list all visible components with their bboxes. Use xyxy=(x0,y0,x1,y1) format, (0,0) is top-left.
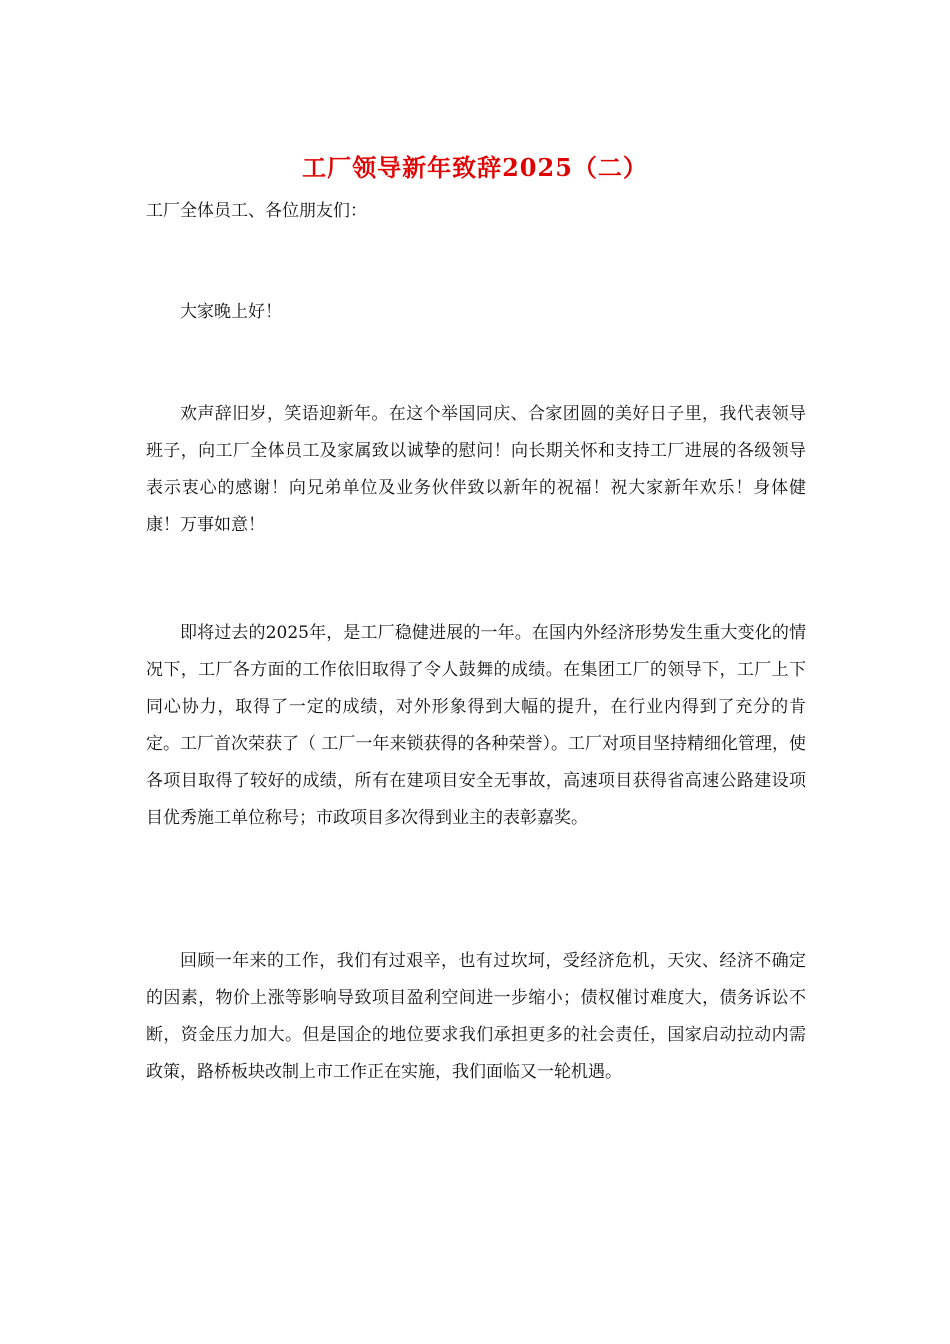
paragraph-year-review: 回顾一年来的工作，我们有过艰辛，也有过坎坷，受经济危机，天灾、经济不确定的因素，物价上涨等影响导致项目盈利空间进一步缩小；债权催讨难度大，债务诉讼不断，资金压力加大。但是国企的地位要求我们承担更多的社会责任，国家启动拉动内需政策，路桥板块改制上市工作正在实施，我们面临又一轮机遇。 xyxy=(146,951,806,1082)
paragraph-new-year-wishes: 欢声辞旧岁，笑语迎新年。在这个举国同庆、合家团圆的美好日子里，我代表领导班子，向工厂全体员工及家属致以诚挚的慰问！向长期关怀和支持工厂进展的各级领导表示衷心的感谢！向兄弟单位及业务伙伴致以新年的祝福！祝大家新年欢乐！身体健康！万事如意！ xyxy=(146,404,806,535)
document-title: 工厂领导新年致辞2025（二） xyxy=(302,153,648,182)
paragraph-year-achievements: 即将过去的2025年，是工厂稳健进展的一年。在国内外经济形势发生重大变化的情况下，工厂各方面的工作依旧取得了令人鼓舞的成绩。在集团工厂的领导下，工厂上下同心协力，取得了一定的成绩，对外形象得到大幅的提升，在行业内得到了充分的肯定。工厂首次荣获了（ 工厂一年来锁获得的各种荣誉）。工厂对项目坚持精细化管理，使各项目取得了较好的成绩，所有在建项目安全无事故，高速项目获得省高速公路建设项目优秀施工单位称号；市政项目多次得到业主的表彰嘉奖。 xyxy=(146,623,806,828)
salutation: 工厂全体员工、各位朋友们： xyxy=(146,201,367,221)
paragraph-greeting: 大家晚上好！ xyxy=(180,302,282,322)
